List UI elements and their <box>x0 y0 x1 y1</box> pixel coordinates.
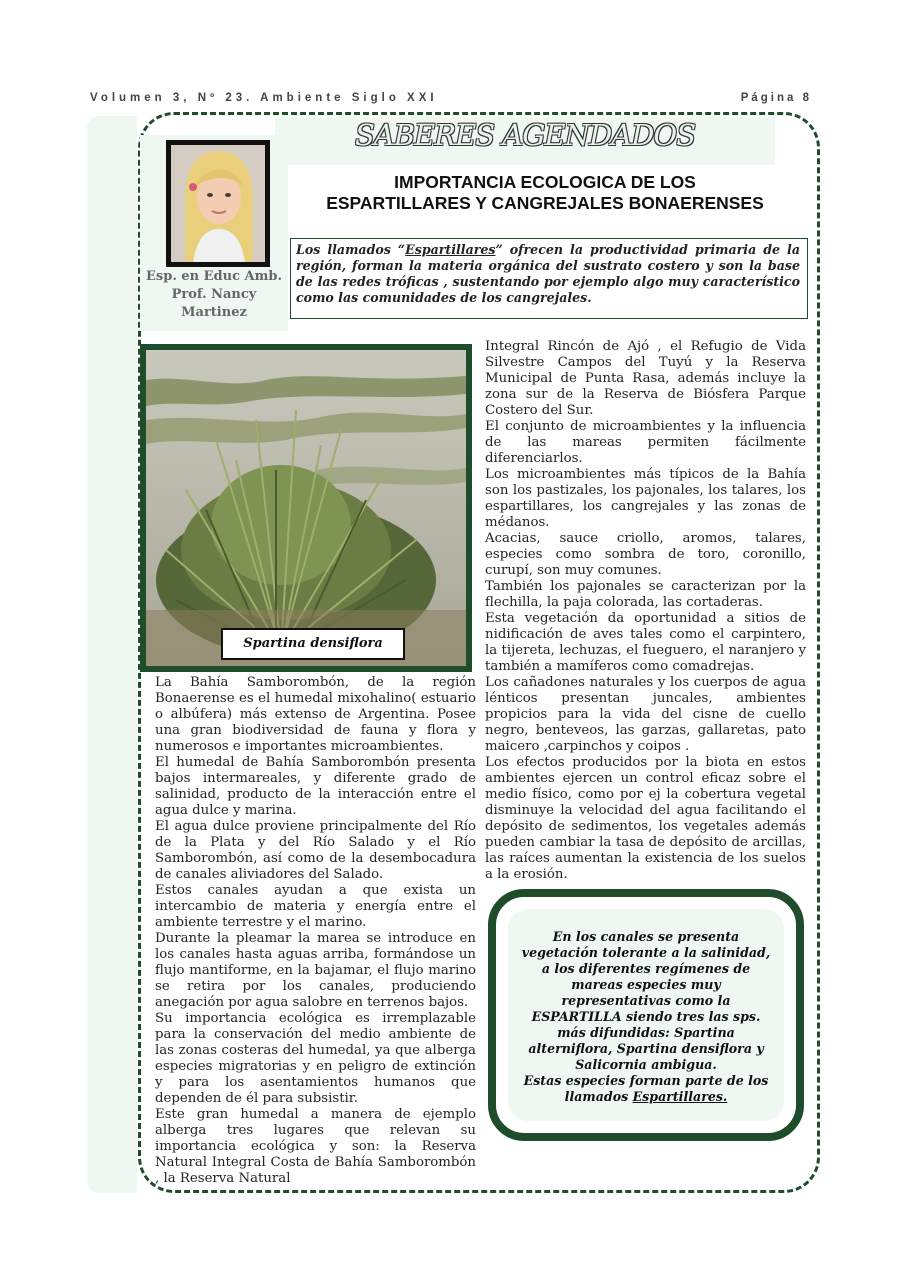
right-column <box>485 339 806 883</box>
callout-closing-text: Estas especies forman parte de los llamados <box>523 1073 769 1104</box>
author-photo <box>166 140 270 267</box>
right-paragraph-6: Esta vegetación da oportunidad a sitios de nidificación de aves tales como el carpintero, la tijereta, lechuzas, el fueguero, el naranjero y también a mamíferos como comadrejas. <box>485 611 806 674</box>
left-paragraph-4: Estos canales ayudan a que exista un intercambio de materia y energía entre el ambiente terrestre y el marino. <box>155 883 476 930</box>
author-caption <box>140 268 288 322</box>
section-title: SABERES AGENDADOS <box>354 118 696 152</box>
right-paragraph-7: Los cañadones naturales y los cuerpos de agua lénticos presentan juncales, ambientes propicios para la vida del cisne de cuello negro, benteveos, las garzas, gallaretas, pato maicero ,carpinchos y coipos . <box>485 675 806 754</box>
left-column <box>155 675 476 1187</box>
article-title-line-1: IMPORTANCIA ECOLOGICA DE LOS <box>394 172 696 192</box>
photo-caption: Spartina densiflora <box>221 628 405 660</box>
right-paragraph-3: Los microambientes más típicos de la Bahía son los pastizales, los pajonales, los talares, los espartillares, los cangrejales y las zonas de médanos. <box>485 467 806 530</box>
left-paragraph-2: El humedal de Bahía Samborombón presenta bajos intermareales, y diferente grado de salinidad, producto de la interacción entre el agua dulce y marina. <box>155 755 476 818</box>
intro-text-start: Los llamados “ <box>296 242 406 257</box>
right-paragraph-2: El conjunto de microambientes y la influencia de las mareas permiten fácilmente diferenciarlos. <box>485 419 806 466</box>
left-paragraph-7: Este gran humedal a manera de ejemplo alberga tres lugares que relevan su importancia ecológica y son: la Reserva Natural Integral Costa de Bahía Samborombón , la Reserva Natural <box>155 1107 476 1186</box>
author-degree: Esp. en Educ Amb. <box>146 269 282 284</box>
callout-closing-term: Espartillares. <box>632 1089 728 1104</box>
left-paragraph-3: El agua dulce proviene principalmente del Río de la Plata y del Río Salado y el Río Samborombón, así como de la desembocadura de canales aliviadores del Salado. <box>155 819 476 882</box>
callout-closing <box>518 1073 774 1105</box>
right-paragraph-8: Los efectos producidos por la biota en estos ambientes ejercen un control eficaz sobre el medio físico, como por ej la cobertura vegetal disminuye la velocidad del agua facilitando el depósito de sedimentos, los vegetales además pueden cambiar la tasa de depósito de arcillas, las raíces aumentan la existencia de los suelos a la erosión. <box>485 755 806 882</box>
intro-text-end: ” ofrecen la productividad primaria de la región, forman la materia orgánica del sustrato costero y son la base de las redes tróficas , sustentando por ejemplo algo muy característico como las comunidades de los cangrejales. <box>296 242 801 305</box>
spartina-photo <box>140 344 472 672</box>
article-title <box>295 172 795 214</box>
left-paragraph-6: Su importancia ecológica es irremplazable para la conservación del medio ambiente de las zonas costeras del humedal, ya que alberga especies migratorias y en peligro de extinción y para los asentamientos humanos que dependen de él para subsistir. <box>155 1011 476 1106</box>
spartina-image <box>146 350 466 666</box>
page-header <box>90 92 812 108</box>
author-name: Martinez <box>181 305 247 320</box>
sidebar-strip <box>87 116 137 1193</box>
right-paragraph-5: También los pajonales se caracterizan por la flechilla, la paja colorada, las cortaderas. <box>485 579 806 610</box>
callout-text <box>518 929 774 1105</box>
article-title-line-2: ESPARTILLARES Y CANGREJALES BONAERENSES <box>326 193 764 213</box>
left-paragraph-5: Durante la pleamar la marea se introduce en los canales hasta aguas arriba, formándose un flujo mantiforme, en la bajamar, el flujo marino se retira por los canales, produciendo anegación por agua salobre en terrenos bajos. <box>155 931 476 1010</box>
right-paragraph-4: Acacias, sauce criollo, aromos, talares, especies como sombra de toro, coronillo, curupí, son muy comunes. <box>485 531 806 578</box>
intro-term: Espartillares <box>405 242 496 257</box>
intro-box <box>290 238 808 319</box>
right-paragraph-1: Integral Rincón de Ajó , el Refugio de Vida Silvestre Campos del Tuyú y la Reserva Municipal de Punta Rasa, además incluye la zona sur de la Reserva de Biósfera Parque Costero del Sur. <box>485 339 806 418</box>
author-title: Prof. Nancy <box>171 287 257 302</box>
callout-body: En los canales se presenta vegetación tolerante a la salinidad, a los diferentes regímenes de mareas especies muy representativas como la ESPARTILLA siendo tres las sps. más difundidas: Spartina alterniflora, Spartina densiflora y Salicornia ambigua. <box>521 929 771 1072</box>
page-number: Página 8 <box>740 92 812 104</box>
issue-label: Volumen 3, Nº 23. Ambiente Siglo XXI <box>90 92 438 104</box>
left-paragraph-1: La Bahía Samborombón, de la región Bonaerense es el humedal mixohalino( estuario o albúfera) más extenso de Argentina. Posee una gran biodiversidad de fauna y flora y numerosos e importantes microambientes. <box>155 675 476 754</box>
author-portrait-image <box>171 145 265 262</box>
